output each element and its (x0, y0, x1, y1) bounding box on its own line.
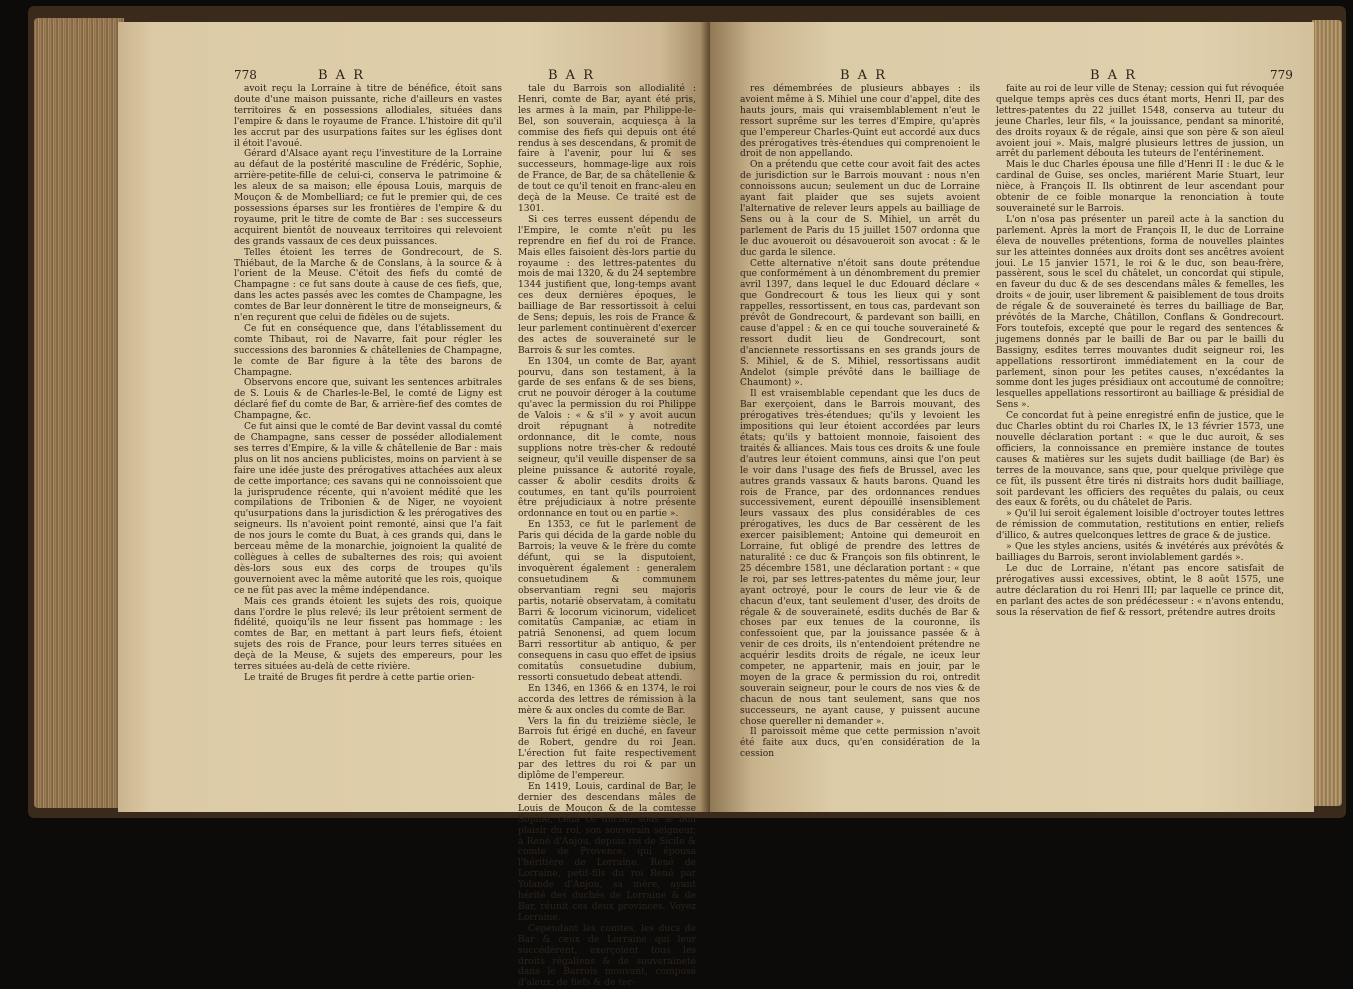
paragraph: Le traité de Bruges fit perdre à cette partie orien- (244, 672, 475, 683)
right-page-column-2 (996, 84, 1284, 796)
page-edges-left (34, 18, 124, 808)
paragraph: Cette alternative n'étoit sans doute prétendue que conformément à un dénombrement du premier avril 1397, dans lequel le duc Edouard déclare « que Gondrecourt & tous les lieux qui y sont rappelles, ressortissent, en tous cas, pardevant son prévôt de Gondrecourt, & pardevant son bailli, en cause d'appel : & en ce qui touche souveraineté & ressort dudit lieu de Gondrecourt, sont d'anciennete ressortissans en ses grands jours de S. Mihiel, & de S. Mihiel, ressortissans audit Andelot (simple prévôté dans le bailliage de Chaumont) ». (740, 258, 980, 389)
paragraph: Mais le duc Charles épousa une fille d'Henri II : le duc & le cardinal de Guise, ses oncles, mariérent Marie Stuart, leur nièce, à François II. Ils obtinrent de leur ascendant pour obtenir de ce foible monarque la renonciation à toute souveraineté sur le Barrois. (996, 160, 1284, 214)
paragraph: On a prétendu que cette cour avoit fait des actes de jurisdiction sur le Barrois mouvant : nous n'en connoissons aucun; seulement un duc de Lorraine ayant fait plaider que ses sujets avoient l'alternative de relever leurs appels au bailliage de Sens ou à la cour de S. Mihiel, un arrêt du parlement de Paris du 15 juillet 1507 ordonna que le duc avoueroit ou désavoueroit son avocat : & le duc garda le silence. (740, 160, 980, 258)
paragraph: Vers la fin du treizième siècle, le Barrois fut érigé en duché, en faveur de Robert, gendre du roi Jean. L'érection fut faite respectivement par des lettres du roi & par un diplôme de l'empereur. (518, 716, 696, 782)
paragraph: Mais ces grands étoient les sujets des rois, quoique dans l'ordre le plus relevé; ils leur prêtoient serment de fidélité, quoiqu'ils ne leur fissent pas hommage : les comtes de Bar, en mettant à part leurs fiefs, étoient sujets des rois de France, pour leurs terres situées en deçà de la Meuse, & sujets des empereurs, pour les terres situées au-delà de cette rivière. (234, 596, 502, 673)
running-head-left-2: B A R (548, 68, 595, 83)
paragraph: Cependant les comtes, les ducs de Bar & ceux de Lorraine qui leur succédèrent, exerçoient tous les droits régaliens & de souveraineté dans le Barrois mouvant, composé d'aleux, de fiefs & de ter- (518, 923, 696, 989)
page-number-left: 778 (234, 68, 257, 82)
paragraph: Il est vraisemblable cependant que les ducs de Bar exerçoient, dans le Barrois mouvant, des prérogatives très-étendues; qu'ils y levoient les impositions qui leur étoient accordées par leurs états; qu'ils y battoient monnoie, faisoient des traités & alliances. Mais tous ces droits & une foule d'autres leur étoient communs, ainsi que l'on peut le voir dans l'usage des fiefs de Brussel, avec les autres grands vassaux & hauts barons. Quand les rois de France, par des ordonnances rendues successivement, eurent dépouillé insensiblement leurs vassaux des plus considérables de ces prérogatives, les ducs de Bar cessèrent de les exercer paisiblement; Antoine qui demeuroit en Lorraine, fut obligé de prendre des lettres de naturalité : ce duc & François son fils obtinrent, le 25 décembre 1581, une déclaration portant : « que le roi, par ses lettres-patentes du même jour, leur ayant octroyé, pour le cours de leur vie & de chacun d'eux, tant seulement d'user, des droits de régale & de souveraineté, esdits duchés de Bar & choses par eux tenues de la couronne, ils confessoient que, par la jouissance passée & à venir de ces droits, ils n'entendoient prétendre ne acquérir lesdits droits de régale, ne iceux leur competer, ne appartenir, mais en jouir, par le moyen de la grace & permission du roi, ontredit souverain seigneur, pour le cours de nos vies & de chacun de nous tant seulement, sans que nos successeurs, ne ayant cause, y puissent aucune chose quereller ni demander ». (740, 389, 980, 727)
paragraph: Le duc de Lorraine, n'étant pas encore satisfait de prérogatives aussi excessives, obtint, le 8 août 1575, une autre déclaration du roi Henri III; par laquelle ce prince dit, en parlant des actes de son prédécesseur : « n'avons entendu, sous la réservation de fief & ressort, prétendre autres droits (996, 563, 1284, 618)
paragraph: Ce concordat fut à peine enregistré enfin de justice, que le duc Charles obtint du roi Charles IX, le 13 février 1573, une nouvelle déclaration portant : « que le duc auroit, & ses officiers, la connoissance en première instance de toutes causes & matières sur les sujets dudit bailliage (de Bar) ès terres de la mouvance, sans que, pour quelque privilège que ce fût, ils pussent être tirés ni distraits hors dudit bailliage, soit pardevant les officiers des requêtes du palais, ou ceux des eaux & forêts, ou du châtelet de Paris. (996, 411, 1284, 509)
paragraph: L'on n'osa pas présenter un pareil acte à la sanction du parlement. Après la mort de François II, le duc de Lorraine éleva de nouvelles prétentions, forma de nouvelles plaintes sur les atteintes données aux droits dont ses ancêtres avoient joui. Le 15 janvier 1571, le roi & le duc, son beau-frère, passèrent, sous le scel du châtelet, un concordat qui stipule, en faveur du duc & de ses descendans mâles & femelles, les droits « de jouir, user librement & paisiblement de tous droits de régale & de souveraineté ès terres du bailliage de Bar, prévôtés de la Marche, Châtillon, Conflans & Gondrecourt. Fors toutefois, excepté que pour le regard des sentences & jugemens donnés par le bailli de Bar ou par le bailli du Bassigny, esdites terres mouvantes dudit seigneur roi, les appellations ressortiront immédiatement en la cour de parlement, sinon pour les petites causes, n'excédantes la somme dont les juges présidiaux ont accoutumé de connoître; lesquelles appellations ressortiront au bailliage & présidial de Sens ». (996, 214, 1284, 411)
running-head-left-1: B A R (318, 68, 365, 83)
paragraph: En 1304, un comte de Bar, ayant pourvu, dans son testament, à la garde de ses enfans & de ses biens, crut ne pouvoir déroger à la coutume qu'avec la permission du roi Philippe de Valois : « & s'il » y avoit aucun droit répugnant à notredite ordonnance, dit le comte, nous supplions notre très-cher & redouté seigneur, qu'il veuille dispenser de sa pleine puissance & autorité royale, casser & abolir cesdits droits & coutumes, en tant qu'ils pourroient être préjudiciaux à notre présente ordonnance en tout ou en partie ». (518, 356, 696, 520)
paragraph: faite au roi de leur ville de Stenay; cession qui fut révoquée quelque temps après ces ducs étant morts, Henri II, par des lettres-patentes du 22 juillet 1548, conserva au tuteur du jeune Charles, leur fils, « la jouissance, pendant sa minorité, des droits royaux & de régale, ainsi que son père & son aïeul avoient joui ». Mais, malgré plusieurs lettres de jussion, un arrêt du parlement débouta les tuteurs de l'entérinement. (996, 84, 1284, 160)
paragraph: Gérard d'Alsace ayant reçu l'investiture de la Lorraine au défaut de la postérité masculine de Frédéric, Sophie, arrière-petite-fille de celui-ci, conserva le patrimoine & les aleux de sa maison; elle épousa Louis, marquis de Mouçon & de Mombelliard; ce fut le premier qui, de ces possessions éparses sur les frontières de l'empire & du royaume, prit le titre de comte de Bar : ses successeurs acquirent bientôt de nouveaux territoires qui relevoient des grands vassaux de ces deux puissances. (234, 149, 502, 247)
right-page (710, 22, 1314, 812)
paragraph: En 1353, ce fut le parlement de Paris qui décida de la garde noble du Barrois; la veuve & le frère du comte défunt, qui se la disputoient, invoquèrent également : generalem consuetudinem & communem observantiam regni seu majoris partis, notariè observatam, à comitatu Barri & locorum vicinorum, videlicet comitatûs Campaniæ, ac etiam in patriâ Senonensi, ad quem locum Barri ressortitur ab antiquo, & per consequens in casu quo effet de ipsius comitatûs consuetudine dubium, ressorti consuetudo debeat attendi. (518, 520, 696, 683)
paragraph: Ce fut ainsi que le comté de Bar devint vassal du comté de Champagne, sans cesser de posséder allodialement ses terres d'Empire, & la ville & châtellenie de Bar : mais plus on lit nos anciens publicistes, moins on parvient à se faire une idée juste des prérogatives attachées aux aleux de cette importance; ces savans qui ne connoissoient que la jurisprudence récente, qui n'avoient médité que les compilations de Tribonien & de Niger, ne voyoient qu'usurpations dans la jurisdiction & les prérogatives des seigneurs. Ils n'avoient point remonté, ainsi que l'a fait de nos jours le comte du Buat, à ces grands qui, dans le berceau même de la monarchie, joignoient la qualité de collègues à celles de subalternes des rois; qui avoient dès-lors sous eux des corps de troupes qu'ils gouvernoient avec la même autorité que les rois, quoique ce ne fût pas avec la même indépendance. (234, 422, 502, 596)
page-number-right: 779 (1270, 68, 1293, 82)
paragraph: Observons encore que, suivant les sentences arbitrales de S. Louis & de Charles-le-Bel, le comté de Ligny est déclaré fief du comte de Bar, & arrière-fief des comtes de Champagne, &c. (234, 378, 502, 422)
paragraph: Il paroissoit même que cette permission n'avoit été faite aux ducs, qu'en considération de la cession (740, 727, 980, 760)
running-head-right-1: B A R (840, 68, 887, 83)
paragraph: En 1419, Louis, cardinal de Bar, le dernier des descendans mâles de Louis de Mouçon & de la comtesse Sophie, céda ce duché, sous le bon plaisir du roi, son souverain seigneur, à René d'Anjou, depuis roi de Sicile & comte de Provence, qui épousa l'héritière de Lorraine. René de Lorraine, petit-fils du roi René par Yolande d'Anjou, sa mère, ayant hérité des duchés de Lorraine & de Bar, réunit ces deux provinces. Voyez Lorraine. (518, 782, 696, 923)
paragraph: avoit reçu la Lorraine à titre de bénéfice, étoit sans doute d'une maison puissante, riche d'ailleurs en vastes territoires & en possessions allodiales, situées dans l'empire & dans le royaume de France. L'histoire dit qu'il les accrut par des usurpations faites sur les églises dont il étoit l'avoué. (234, 84, 502, 149)
paragraph: res démembrées de plusieurs abbayes : ils avoient même à S. Mihiel une cour d'appel, dite des hauts jours, mais qui vraisemblablement n'eut le ressort suprême sur les terres d'Empire, qu'après que l'empereur Charles-Quint eut accordé aux ducs des prérogatives très-étendues qui comprenoient le droit de non appellando. (740, 84, 980, 160)
running-head-right-2: B A R (1090, 68, 1137, 83)
left-page-column-2 (518, 84, 696, 989)
right-page-column-1 (740, 84, 980, 796)
paragraph: Si ces terres eussent dépendu de l'Empire, le comte n'eût pu les reprendre en fief du roi de France. Mais elles faisoient dès-lors partie du royaume : des lettres-patentes du mois de mai 1320, & du 24 septembre 1344 justifient que, long-temps avant ces deux dernières époques, le bailliage de Bar ressortissoit à celui de Sens; depuis, les rois de France & leur parlement continuèrent d'exercer des actes de souveraineté sur le Barrois & sur les comtes. (518, 214, 696, 356)
paragraph: En 1346, en 1366 & en 1374, le roi accorda des lettres de rémission à la mère & aux oncles du comte de Bar. (518, 683, 696, 716)
paragraph: » Qu'il lui seroit également loisible d'octroyer toutes lettres de rémission de commutation, restitutions en entier, reliefs d'illico, & autres quelconques lettres de grace & de justice. (996, 509, 1284, 542)
left-page (118, 22, 708, 989)
page-edges-right (1312, 20, 1342, 806)
paragraph: » Que les styles anciens, usités & invétérés aux prévôtés & bailliages du Barrois, seront inviolablement gardés ». (996, 542, 1284, 563)
book-spread (118, 22, 1314, 989)
left-page-column-1 (234, 84, 502, 796)
paragraph: Ce fut en conséquence que, dans l'établissement du comte Thibaut, roi de Navarre, fait pour régler les successions des baronnies & châtellenies de Champagne, le comte de Bar figure à la tête des barons de Champagne. (234, 323, 502, 378)
paragraph: tale du Barrois son allodialité : Henri, comte de Bar, ayant été pris, les armes à la main, par Philippe-le-Bel, son souverain, acquiesça à la commise des fiefs qui depuis ont été rendus à ses descendans, & promit de faire à l'avenir, pour lui & ses successeurs, hommage-lige aux rois de France, de Bar, de sa châtellenie & de tout ce qu'il tenoit en franc-aleu en deçà de la Meuse. Ce traité est de 1301. (518, 84, 696, 214)
paragraph: Telles étoient les terres de Gondrecourt, de S. Thiébaut, de la Marche & de Conslans, à la source & à l'orient de la Meuse. C'étoit des fiefs du comté de Champagne : ce fut sans doute à cause de ces fiefs, que, dans les actes passés avec les comtes de Champagne, les comtes de Bar leur donnèrent le titre de monseigneurs, & n'en reçurent que celui de fidèles ou de sujets. (234, 247, 502, 324)
